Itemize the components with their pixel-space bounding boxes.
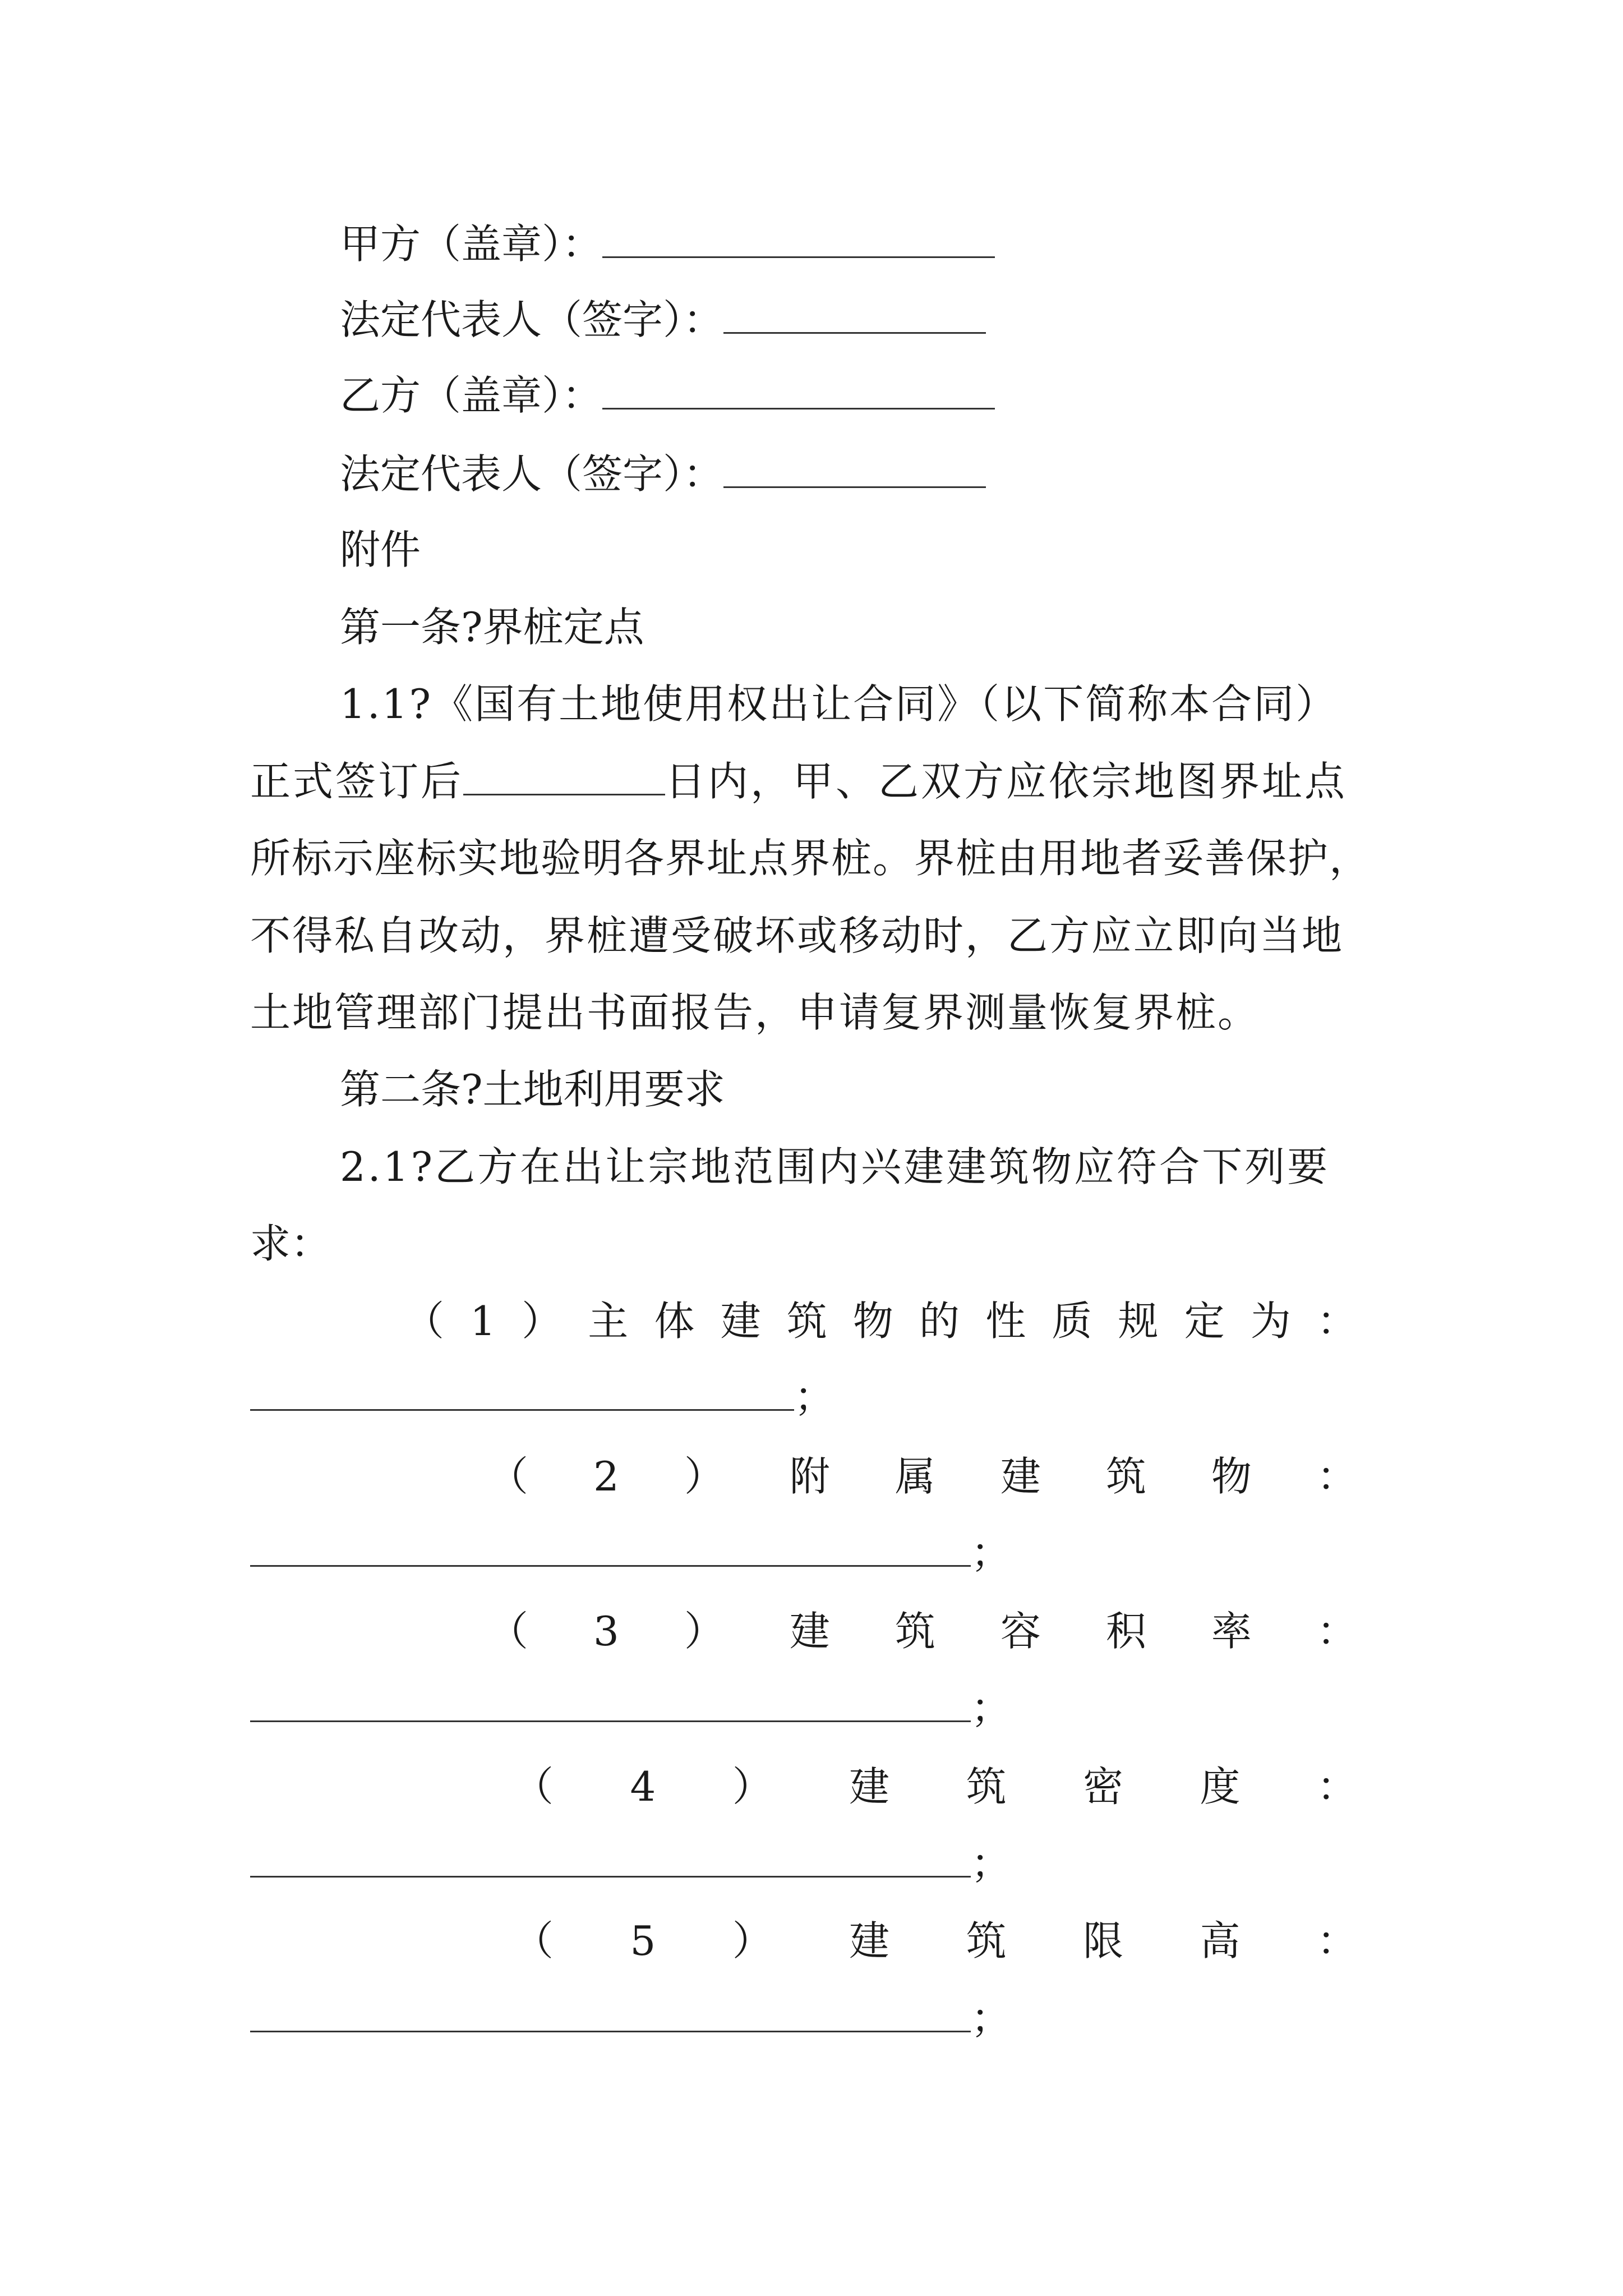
item-char: 容: [1000, 1608, 1041, 1655]
item-char: 的: [919, 1297, 960, 1345]
item-char: 2: [593, 1453, 619, 1500]
item-char: 规: [1118, 1297, 1159, 1345]
article-1-para-line-2-end: 日内，甲、乙双方应依宗地图界址点: [665, 758, 1348, 805]
article-2-title: 第二条?土地利用要求: [340, 1066, 725, 1113]
rep-a-sign-blank: [723, 298, 986, 334]
item-char: 建: [849, 1763, 890, 1810]
requirement-item-4-blank: [250, 1842, 971, 1878]
article-1-para-line-2-start: 正式签订后: [250, 758, 464, 805]
item-char: ）: [732, 1917, 773, 1964]
item-char: ）: [522, 1297, 562, 1345]
requirement-item-2: [488, 1448, 1357, 1504]
requirement-item-2-blank-line: [250, 1525, 1011, 1581]
party-b-seal-line: [340, 367, 995, 424]
item-char: 筑: [966, 1763, 1007, 1810]
article-1-para-line-1: 1.1?《国有土地使用权出让合同》（以下简称本合同）: [340, 680, 1338, 728]
semicolon: ；: [971, 1840, 1012, 1887]
item-char: ：: [1316, 1608, 1357, 1655]
item-char: 属: [895, 1453, 935, 1500]
article-2-para-line-1: 2.1?乙方在出让宗地范围内兴建建筑物应符合下列要: [340, 1143, 1330, 1190]
requirement-item-1-blank: [250, 1375, 794, 1411]
party-a-seal-line: [340, 216, 995, 272]
requirement-item-4: [513, 1759, 1357, 1815]
semicolon: ；: [971, 1685, 1012, 1732]
requirement-item-5-blank-line: [250, 1990, 1011, 2046]
party-b-seal-blank: [602, 374, 995, 409]
item-char: 筑: [966, 1917, 1007, 1964]
requirement-item-3: [488, 1603, 1357, 1659]
item-char: 密: [1083, 1763, 1124, 1810]
rep-a-sign-line: [340, 292, 986, 348]
requirement-item-3-blank-line: [250, 1680, 1011, 1736]
item-char: 筑: [1105, 1453, 1146, 1500]
article-2-para-line-2: 求：: [250, 1220, 331, 1267]
rep-b-sign-label: 法定代表人（签字）：: [340, 450, 724, 498]
article-1-para-line-3: 所标示座标实地验明各界址点界桩。界桩由用地者妥善保护，: [250, 835, 1371, 882]
requirement-item-5-blank: [250, 1997, 971, 2032]
article-1-para-line-5: 土地管理部门提出书面报告，申请复界测量恢复界桩。: [250, 989, 1260, 1036]
item-char: 为: [1250, 1297, 1291, 1345]
item-char: 质: [1052, 1297, 1092, 1345]
item-char: 定: [1184, 1297, 1225, 1345]
item-char: 建: [1000, 1453, 1041, 1500]
requirement-item-2-blank: [250, 1531, 971, 1567]
item-char: ：: [1316, 1297, 1357, 1345]
item-char: （: [513, 1917, 554, 1964]
item-char: 率: [1211, 1608, 1252, 1655]
party-a-seal-blank: [602, 223, 995, 258]
requirement-item-1: [404, 1293, 1357, 1349]
item-char: ）: [684, 1608, 725, 1655]
requirement-item-5: [513, 1913, 1357, 1969]
item-char: 附: [789, 1453, 830, 1500]
item-char: ）: [684, 1453, 725, 1500]
item-char: ）: [732, 1763, 773, 1810]
semicolon: ；: [971, 1995, 1012, 2042]
item-char: 筑: [786, 1297, 827, 1345]
item-char: 限: [1083, 1917, 1124, 1964]
item-char: 性: [985, 1297, 1026, 1345]
article-1-para-line-4: 不得私自改动，界桩遭受破坏或移动时，乙方应立即向当地: [250, 912, 1344, 959]
item-char: 高: [1200, 1917, 1241, 1964]
item-char: （: [488, 1608, 529, 1655]
rep-a-sign-label: 法定代表人（签字）：: [340, 296, 724, 343]
item-char: 5: [630, 1917, 656, 1964]
item-char: 积: [1105, 1608, 1146, 1655]
item-char: 物: [852, 1297, 893, 1345]
article-1-title: 第一条?界桩定点: [340, 604, 644, 651]
attachment-heading: 附件: [340, 526, 421, 573]
item-char: 度: [1200, 1763, 1241, 1810]
item-char: 3: [593, 1608, 619, 1655]
requirement-item-1-blank-line: [250, 1369, 834, 1425]
rep-b-sign-line: [340, 446, 986, 502]
party-a-seal-label: 甲方（盖章）：: [340, 220, 603, 268]
item-char: 物: [1211, 1453, 1252, 1500]
item-char: 筑: [895, 1608, 935, 1655]
item-char: 1: [470, 1297, 496, 1345]
item-char: 4: [630, 1763, 656, 1810]
item-char: ：: [1316, 1917, 1357, 1964]
rep-b-sign-blank: [723, 453, 986, 488]
item-char: 主: [588, 1297, 629, 1345]
requirement-item-4-blank-line: [250, 1835, 1011, 1892]
item-char: （: [404, 1297, 445, 1345]
item-char: 建: [849, 1917, 890, 1964]
item-char: （: [488, 1453, 529, 1500]
days-blank: [463, 760, 665, 795]
item-char: （: [513, 1763, 554, 1810]
item-char: 建: [789, 1608, 830, 1655]
item-char: ：: [1316, 1453, 1357, 1500]
semicolon: ；: [794, 1373, 835, 1420]
semicolon: ；: [971, 1529, 1012, 1576]
requirement-item-3-blank: [250, 1687, 971, 1722]
party-b-seal-label: 乙方（盖章）：: [340, 372, 603, 419]
item-char: 体: [654, 1297, 695, 1345]
item-char: ：: [1316, 1763, 1357, 1810]
item-char: 建: [720, 1297, 761, 1345]
article-1-para-line-2: [250, 753, 1347, 809]
